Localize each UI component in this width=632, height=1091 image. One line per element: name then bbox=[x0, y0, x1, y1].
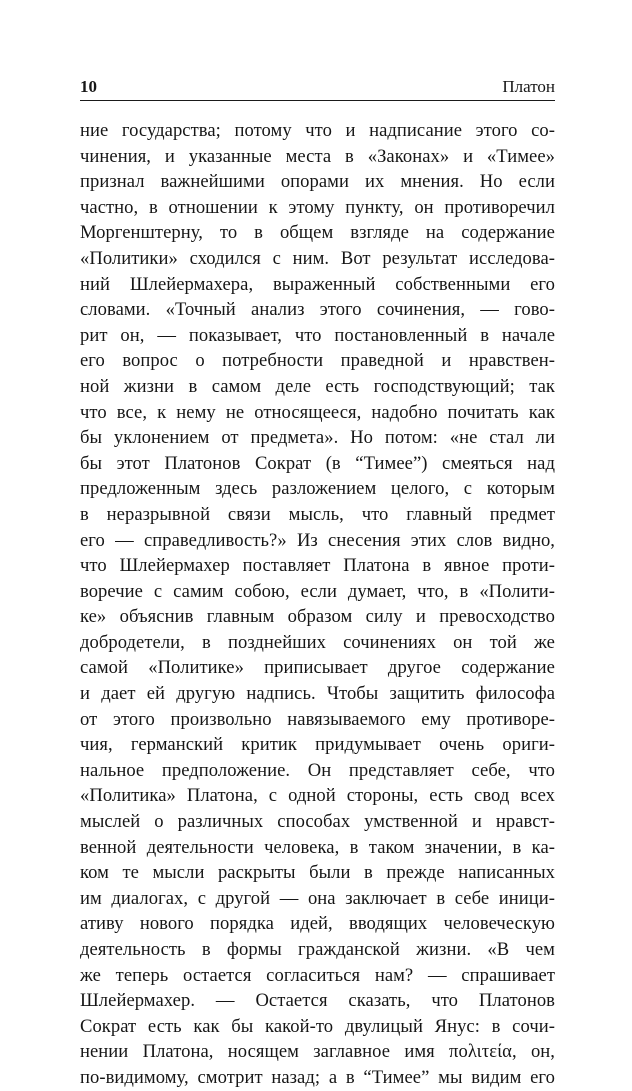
text-line: словами. «Точный анализ этого сочинения, — гово- bbox=[80, 299, 555, 321]
text-line: венной деятельности человека, в таком значении, в ка- bbox=[80, 836, 555, 858]
text-line: по-видимому, смотрит назад; а в “Тимее” мы видим его bbox=[80, 1066, 555, 1088]
text-line: чия, германский критик придумывает очень ориги- bbox=[80, 734, 555, 756]
text-line: им диалогах, с другой — она заключает в себе иници- bbox=[80, 887, 555, 909]
text-line: чинения, и указанные места в «Законах» и «Тимее» bbox=[80, 145, 555, 167]
text-line: Моргенштерну, то в общем взгляде на содержание bbox=[80, 222, 555, 244]
text-line: «Политики» сходился с ним. Вот результат исследова- bbox=[80, 247, 555, 269]
text-line: ком те мысли раскрыты были в прежде написанных bbox=[80, 862, 555, 884]
text-line: его вопрос о потребности праведной и нравствен- bbox=[80, 350, 555, 372]
page-number: 10 bbox=[80, 77, 97, 96]
body-text bbox=[80, 118, 555, 1091]
text-line: рит он, — показывает, что постановленный в начале bbox=[80, 324, 555, 346]
text-line: бы этот Платонов Сократ (в “Тимее”) смеяться над bbox=[80, 452, 555, 474]
text-line: «Политика» Платона, с одной стороны, есть свод всех bbox=[80, 785, 555, 807]
running-title: Платон bbox=[502, 77, 555, 96]
text-line: нальное предположение. Он представляет себе, что bbox=[80, 759, 555, 781]
page-header bbox=[80, 76, 555, 98]
text-line: частно, в отношении к этому пункту, он противоречил bbox=[80, 196, 555, 218]
text-line: признал важнейшими опорами их мнения. Но если bbox=[80, 171, 555, 193]
text-line: ке» объяснив главным образом силу и превосходство bbox=[80, 606, 555, 628]
text-line: в неразрывной связи мысль, что главный предмет bbox=[80, 503, 555, 525]
text-line: добродетели, в позднейших сочинениях он той же bbox=[80, 631, 555, 653]
text-line: нении Платона, носящем заглавное имя πολιτεία, он, bbox=[80, 1041, 555, 1063]
text-line: его — справедливость?» Из снесения этих слов видно, bbox=[80, 529, 555, 551]
text-line: воречие с самим собою, если думает, что, в «Полити- bbox=[80, 580, 555, 602]
text-line: Шлейермахер. — Остается сказать, что Платонов bbox=[80, 990, 555, 1012]
text-line: от этого произвольно навязываемого ему противоре- bbox=[80, 708, 555, 730]
text-line: деятельность в формы гражданской жизни. «В чем bbox=[80, 939, 555, 960]
text-line: мыслей о различных способах умственной и нравст- bbox=[80, 811, 555, 833]
text-line: ний Шлейермахера, выраженный собственными его bbox=[80, 273, 555, 295]
text-line: и дает ей другую надпись. Чтобы защитить философа bbox=[80, 683, 555, 705]
text-line: ативу нового порядка идей, вводящих человеческую bbox=[80, 913, 555, 935]
text-line: что все, к нему не относящееся, надобно почитать как bbox=[80, 401, 555, 423]
header-rule bbox=[80, 100, 555, 101]
text-line: бы уклонением от предмета». Но потом: «не стал ли bbox=[80, 427, 555, 449]
text-line: же теперь остается согласиться нам? — спрашивает bbox=[80, 964, 555, 986]
text-line: ной жизни в самом деле есть господствующий; так bbox=[80, 375, 555, 397]
text-line: самой «Политике» приписывает другое содержание bbox=[80, 657, 555, 679]
text-line: ние государства; потому что и надписание этого со- bbox=[80, 120, 555, 141]
text-line: что Шлейермахер поставляет Платона в явное проти- bbox=[80, 555, 555, 577]
text-line: Сократ есть как бы какой-то двулицый Янус: в сочи- bbox=[80, 1015, 555, 1037]
text-line: предложенным здесь разложением целого, с которым bbox=[80, 478, 555, 500]
